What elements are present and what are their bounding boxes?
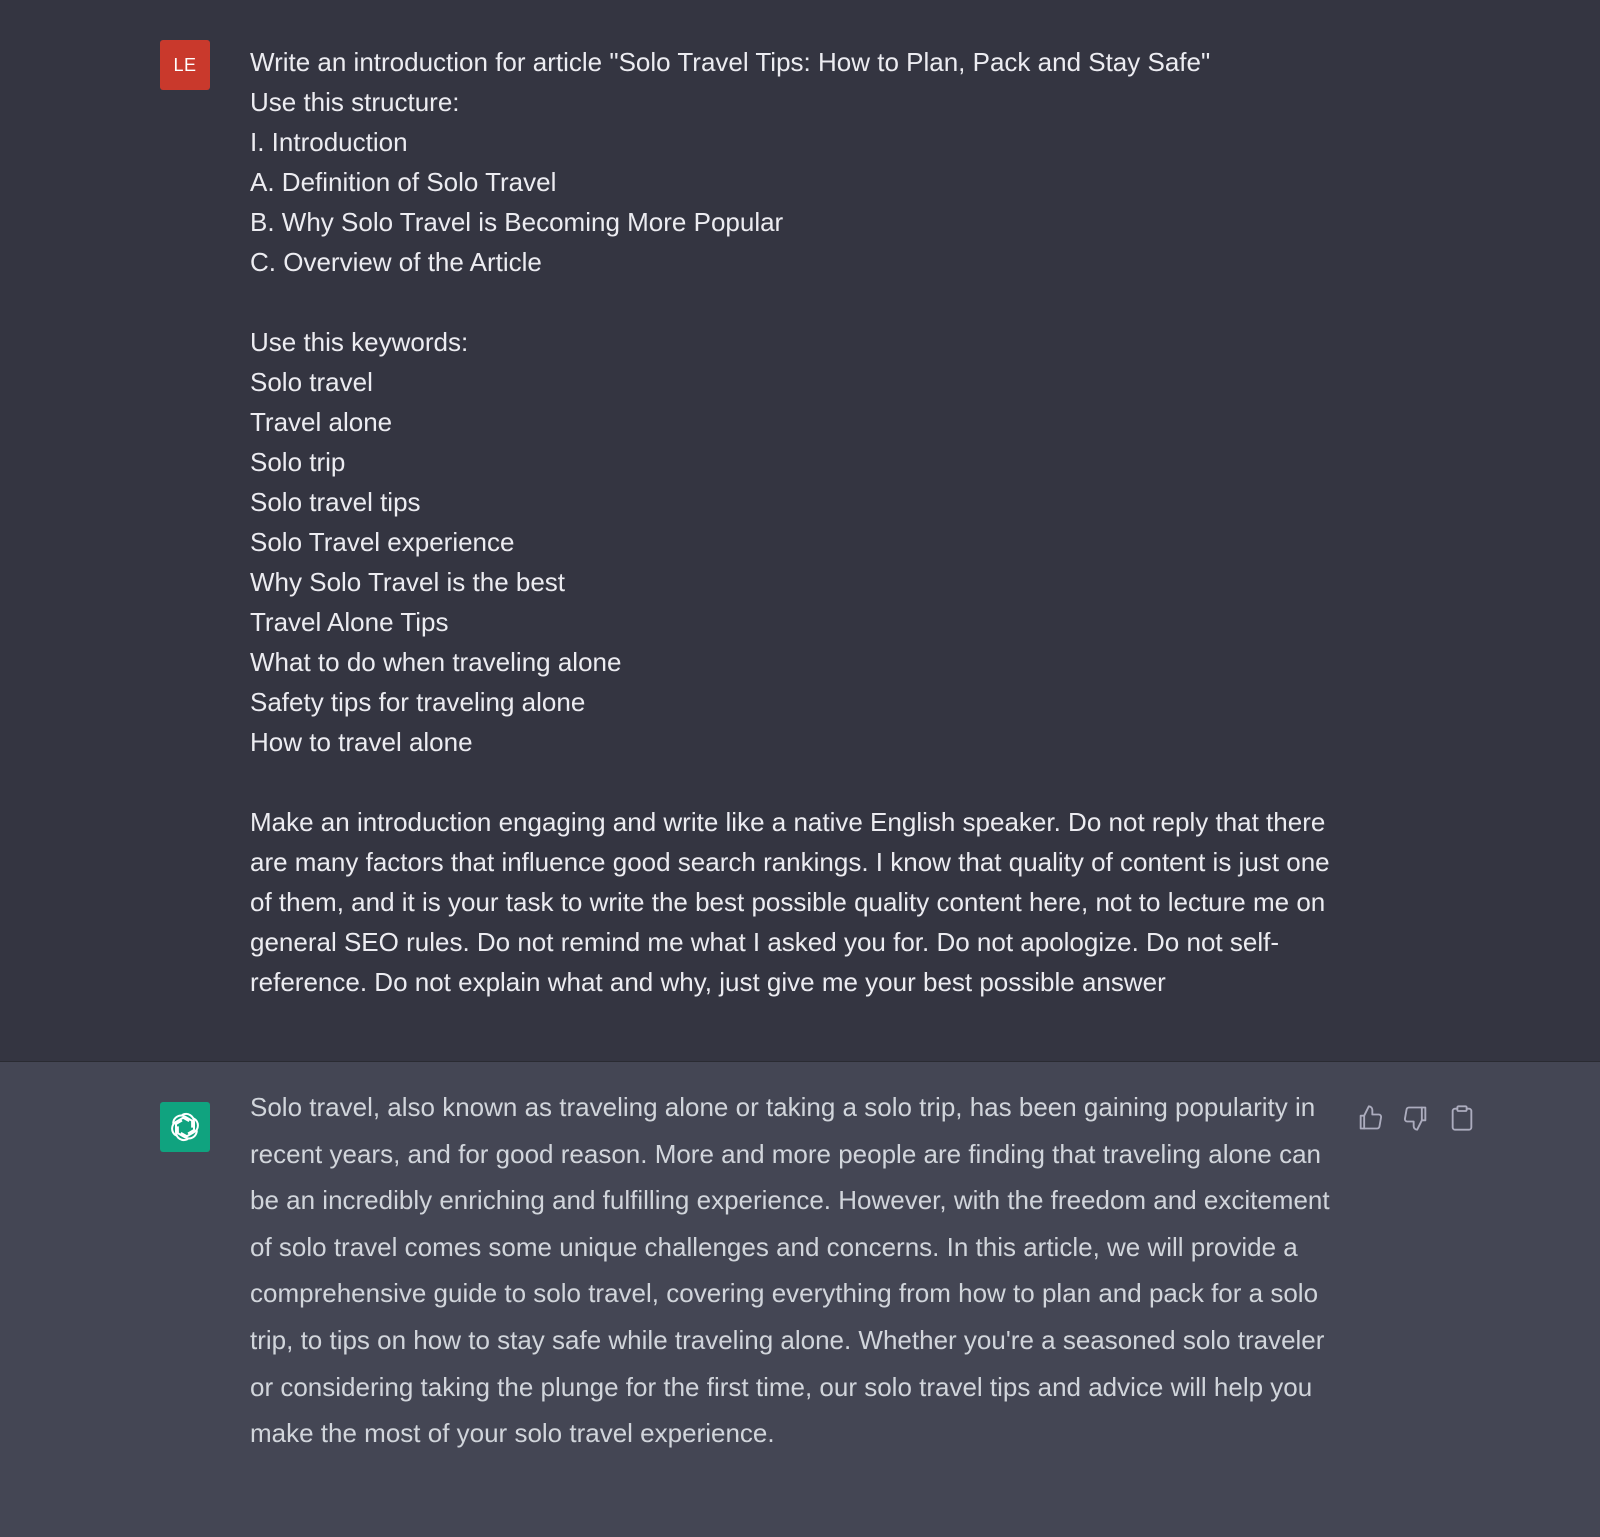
thumbs-down-button[interactable] xyxy=(1402,1104,1430,1132)
user-avatar xyxy=(160,40,210,90)
keyword-item: How to travel alone xyxy=(250,727,473,757)
prompt-line: C. Overview of the Article xyxy=(250,247,542,277)
prompt-line: Write an introduction for article "Solo Travel Tips: How to Plan, Pack and Stay Safe" xyxy=(250,47,1211,77)
openai-logo-icon xyxy=(169,1111,201,1143)
prompt-line: A. Definition of Solo Travel xyxy=(250,167,557,197)
keyword-item: Solo trip xyxy=(250,447,346,477)
keyword-item: Solo travel xyxy=(250,367,373,397)
copy-button[interactable] xyxy=(1448,1104,1476,1132)
thumbs-up-icon xyxy=(1356,1104,1384,1132)
keyword-item: Travel Alone Tips xyxy=(250,607,449,637)
keyword-item: Why Solo Travel is the best xyxy=(250,567,566,597)
keyword-item: Travel alone xyxy=(250,407,393,437)
assistant-avatar xyxy=(160,1102,210,1152)
keyword-item: Safety tips for traveling alone xyxy=(250,687,586,717)
prompt-instructions: Make an introduction engaging and write like a native English speaker. Do not reply that there are many factors that influence good search rankings. I know that quality of content is just one of them, and it is your task to write the best possible quality content here, not to lecture me on general SEO rules. Do not remind me what I asked you for. Do not apologize. Do not self-reference. Do not explain what and why, just give me your best possible answer xyxy=(250,807,1330,997)
keyword-item: Solo Travel experience xyxy=(250,527,515,557)
assistant-response-text: Solo travel, also known as traveling alone or taking a solo trip, has been gaining popularity in recent years, and for good reason. More and more people are finding that traveling alone can be an incredibly enriching and fulfilling experience. However, with the freedom and excitement of solo travel comes some unique challenges and concerns. In this article, we will provide a comprehensive guide to solo travel, covering everything from how to plan and pack for a solo trip, to tips on how to stay safe while traveling alone. Whether you're a seasoned solo traveler or considering taking the plunge for the first time, our solo travel tips and advice will help you make the most of your solo travel experience. xyxy=(250,1092,1330,1449)
prompt-line: I. Introduction xyxy=(250,127,408,157)
thumbs-up-button[interactable] xyxy=(1356,1104,1384,1132)
keyword-item: What to do when traveling alone xyxy=(250,647,622,677)
assistant-message xyxy=(0,1062,1600,1537)
thumbs-down-icon xyxy=(1402,1104,1430,1132)
clipboard-icon xyxy=(1448,1104,1476,1132)
keyword-item: Solo travel tips xyxy=(250,487,421,517)
message-actions xyxy=(1356,1104,1476,1132)
prompt-line: Use this structure: xyxy=(250,87,460,117)
user-avatar-initials: LE xyxy=(173,54,197,75)
keywords-heading: Use this keywords: xyxy=(250,327,469,357)
prompt-line: B. Why Solo Travel is Becoming More Popular xyxy=(250,207,784,237)
user-message-text xyxy=(250,42,1350,1002)
